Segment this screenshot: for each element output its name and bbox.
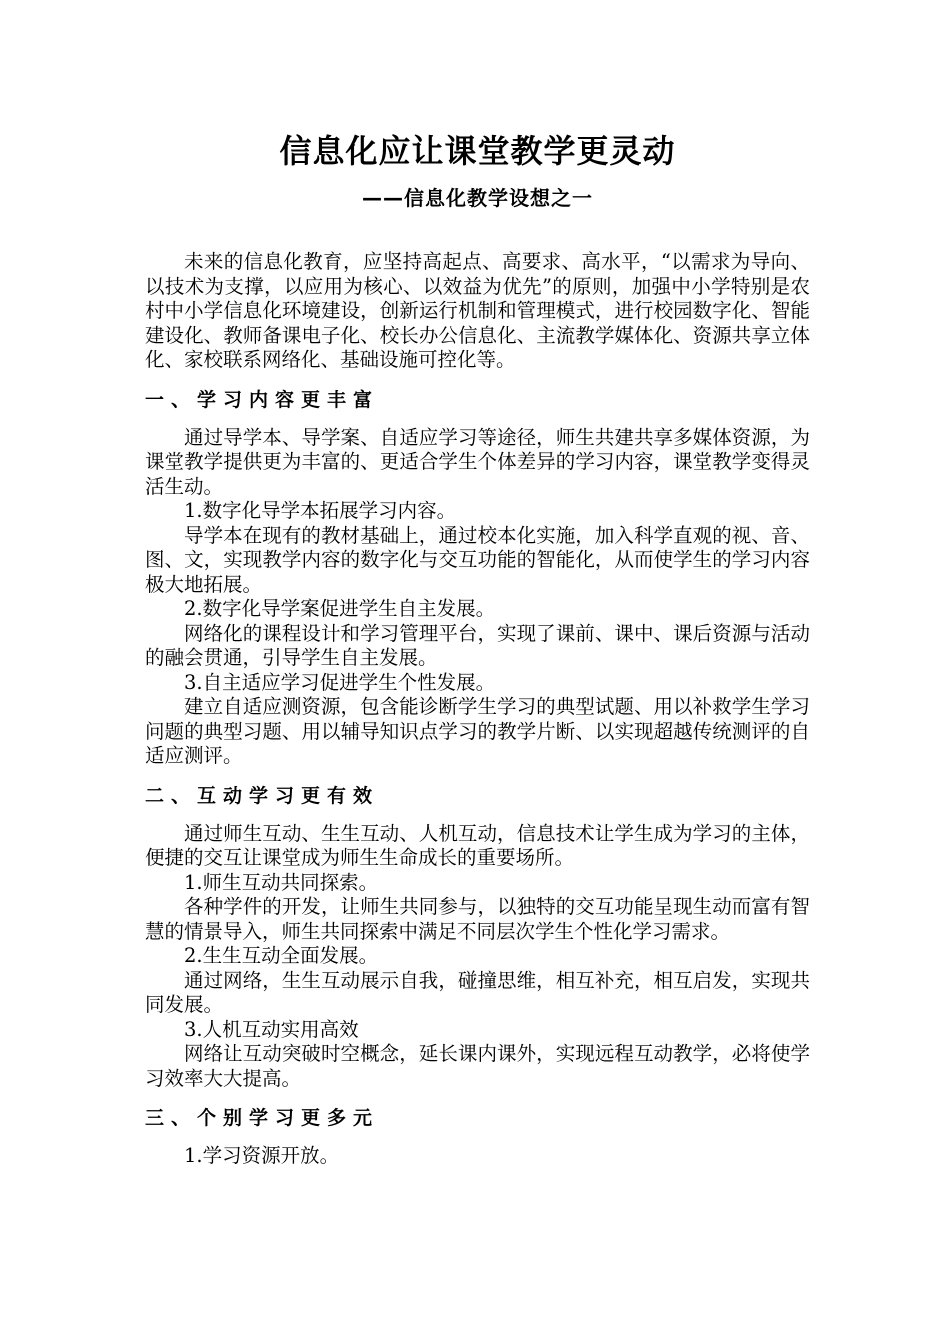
body-paragraph: 通过导学本、导学案、自适应学习等途径，师生共建共享多媒体资源，为课堂教学提供更为丰富的、更适合学生个体差异的学习内容，课堂教学变得灵活生动。 (145, 425, 810, 498)
subheading-paragraph: 2.生生互动全面发展。 (184, 944, 379, 967)
section-heading: 三、个别学习更多元 (145, 1107, 380, 1129)
body-paragraph: 各种学件的开发，让师生共同参与，以独特的交互功能呈现生动而富有智慧的情景导入，师生共同探索中满足不同层次学生个性化学习需求。 (145, 895, 810, 943)
body-paragraph: 建立自适应测资源，包含能诊断学生学习的典型试题、用以补救学生学习问题的典型习题、用以辅导知识点学习的教学片断、以实现超越传统测评的自适应测评。 (145, 695, 810, 767)
section-3 (145, 1105, 810, 1169)
body-paragraph: 网络让互动突破时空概念，延长课内课外，实现远程互动教学，必将使学习效率大大提高。 (145, 1042, 810, 1090)
section-heading: 一、学习内容更丰富 (145, 388, 380, 411)
section-heading: 二、互动学习更有效 (145, 784, 380, 807)
intro-paragraph: 未来的信息化教育，应坚持高起点、高要求、高水平，“以需求为导向、以技术为支撑，以应用为核心、以效益为优先”的原则，加强中小学特别是农村中小学信息化环境建设，创新运行机制和管理模式，进行校园数字化、智能建设化、教师备课电子化、校长办公信息化、主流教学媒体化、资源共享立体化、家校联系网络化、基础设施可控化等。 (145, 250, 810, 371)
subheading-paragraph: 3.人机互动实用高效 (184, 1017, 359, 1041)
body-paragraph: 导学本在现有的教材基础上，通过校本化实施，加入科学直观的视、音、图、文，实现教学内容的数字化与交互功能的智能化，从而使学生的学习内容极大地拓展。 (145, 523, 810, 596)
body-paragraph: 通过网络，生生互动展示自我，碰撞思维，相互补充，相互启发，实现共同发展。 (145, 968, 810, 1016)
subheading-paragraph: 1.数字化导学本拓展学习内容。 (184, 499, 457, 522)
document-subtitle: ——信息化教学设想之一 (362, 186, 593, 210)
body-paragraph: 通过师生互动、生生互动、人机互动，信息技术让学生成为学习的主体，便捷的交互让课堂成为师生生命成长的重要场所。 (145, 821, 810, 869)
subheading-paragraph: 2.数字化导学案促进学生自主发展。 (184, 597, 496, 620)
subheading-paragraph: 1.师生互动共同探索。 (184, 870, 379, 894)
section-1 (145, 387, 810, 769)
body-paragraph: 网络化的课程设计和学习管理平台，实现了课前、课中、课后资源与活动的融会贯通，引导学生自主发展。 (145, 621, 810, 669)
document-title: 信息化应让课堂教学更灵动 (279, 132, 676, 170)
section-2 (145, 783, 810, 1092)
document-page (145, 130, 810, 1169)
subheading-paragraph: 3.自主适应学习促进学生个性发展。 (184, 670, 496, 694)
subheading-paragraph: 1.学习资源开放。 (184, 1144, 340, 1167)
